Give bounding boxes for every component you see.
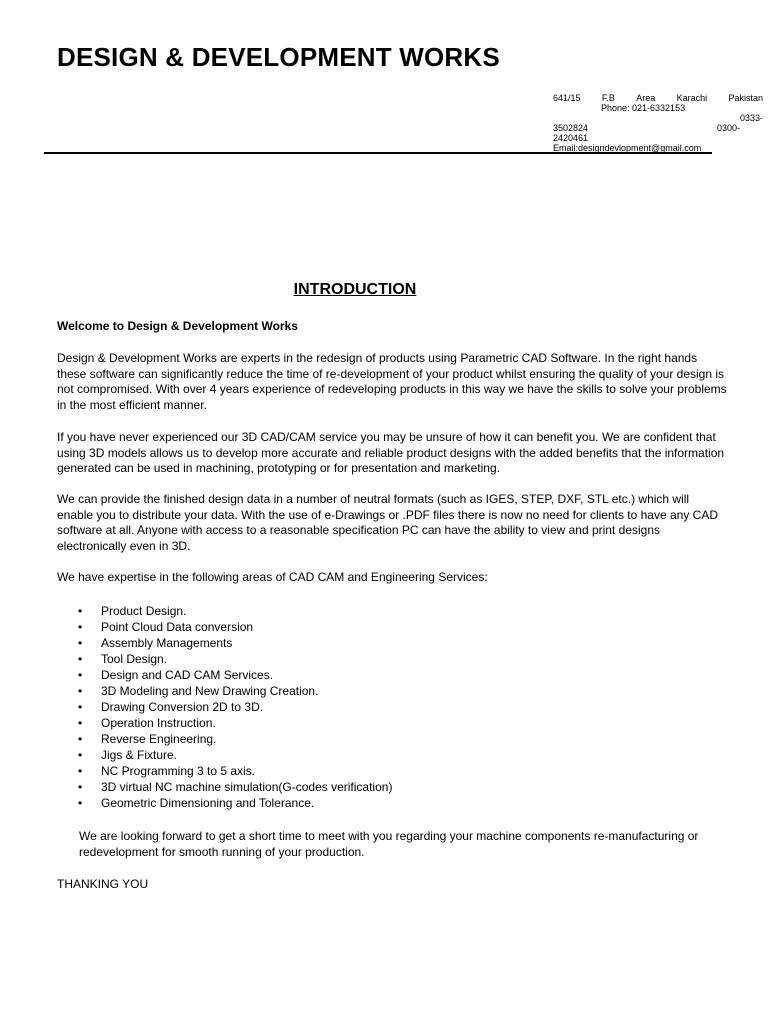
service-label: Operation Instruction. (101, 716, 216, 730)
service-label: Point Cloud Data conversion (101, 620, 254, 634)
address-part: Area (636, 93, 656, 103)
address-part: Pakistan (728, 93, 763, 103)
bullet-icon: • (78, 652, 83, 666)
address-block (553, 93, 763, 153)
list-item (57, 635, 392, 651)
bullet-icon: • (78, 796, 83, 810)
service-label: Tool Design. (101, 652, 168, 666)
address-mobile1-prefix: 0333- (739, 113, 763, 123)
service-label: Reverse Engineering. (101, 732, 217, 746)
bullet-icon: • (78, 700, 83, 714)
bullet-icon: • (78, 620, 83, 634)
service-label: 3D Modeling and New Drawing Creation. (101, 684, 319, 698)
service-label: NC Programming 3 to 5 axis. (101, 764, 256, 778)
bullet-icon: • (78, 604, 83, 618)
closing-paragraph: We are looking forward to get a short time to meet with you regarding your machine components re-manufacturing or redevelopment for smooth running of your production. (79, 829, 699, 859)
address-part: Karachi (676, 93, 708, 103)
list-item (57, 779, 392, 795)
thanking-text: THANKING YOU (57, 877, 149, 891)
address-mobile1-number: 3502824 (553, 123, 589, 133)
list-item (57, 667, 392, 683)
intro-paragraph-1: Design & Development Works are experts in the redesign of products using Parametric CAD Software. In the right hands these software can significantly reduce the time of re-development of your product whilst ensuring the quality of your design is not compromised. With over 4 years experience of redeveloping products in this way we have the skills to solve your problems in the most efficient manner. (57, 351, 727, 412)
address-mobile2-prefix: 0300- (716, 123, 740, 133)
list-item (57, 619, 392, 635)
list-item (57, 795, 392, 811)
service-label: Product Design. (101, 604, 187, 618)
intro-paragraph-3: We can provide the finished design data in a number of neutral formats (such as IGES, STEP, DXF, STL etc.) which will enable you to distribute your data. With the use of e-Drawings or .PDF files there is now no need for clients to have any CAD software at all. Anyone with access to a reasonable specification PC can have the ability to view and print designs electronically even in 3D. (57, 492, 719, 553)
list-item (57, 603, 392, 619)
list-item (57, 747, 392, 763)
intro-paragraph-4: We have expertise in the following areas of CAD CAM and Engineering Services: (57, 570, 488, 584)
address-street (553, 93, 763, 103)
address-part: 641/15 (553, 93, 581, 103)
header-divider (44, 152, 712, 154)
address-part: F.B (601, 93, 615, 103)
service-label: Assembly Managements (101, 636, 233, 650)
list-item (57, 715, 392, 731)
address-phone: Phone: 021-6332153 (601, 103, 686, 113)
bullet-icon: • (78, 636, 83, 650)
bullet-icon: • (78, 748, 83, 762)
address-mobile2-number: 2420461 (553, 133, 589, 143)
bullet-icon: • (78, 780, 83, 794)
bullet-icon: • (78, 716, 83, 730)
bullet-icon: • (78, 732, 83, 746)
intro-title: INTRODUCTION (293, 281, 417, 298)
intro-paragraph-2: If you have never experienced our 3D CAD/CAM service you may be unsure of how it can benefit you. We are confident that using 3D models allows us to develop more accurate and reliable product designs with the added benefits that the information generated can be used in machining, prototyping or for presentation and marketing. (57, 430, 725, 475)
address-email: Email:designdevlopment@gmail.com (553, 143, 702, 153)
list-item (57, 683, 392, 699)
service-label: Geometric Dimensioning and Tolerance. (101, 796, 315, 810)
welcome-heading: Welcome to Design & Development Works (57, 319, 298, 333)
address-mobile-line (553, 123, 763, 133)
list-item (57, 763, 392, 779)
service-label: Jigs & Fixture. (101, 748, 178, 762)
bullet-icon: • (78, 764, 83, 778)
list-item (57, 699, 392, 715)
services-list (57, 603, 392, 811)
service-label: Design and CAD CAM Services. (101, 668, 274, 682)
bullet-icon: • (78, 684, 83, 698)
bullet-icon: • (78, 668, 83, 682)
company-name: DESIGN & DEVELOPMENT WORKS (57, 42, 500, 72)
service-label: 3D virtual NC machine simulation(G-codes verification) (101, 780, 393, 794)
service-label: Drawing Conversion 2D to 3D. (101, 700, 264, 714)
list-item (57, 651, 392, 667)
list-item (57, 731, 392, 747)
